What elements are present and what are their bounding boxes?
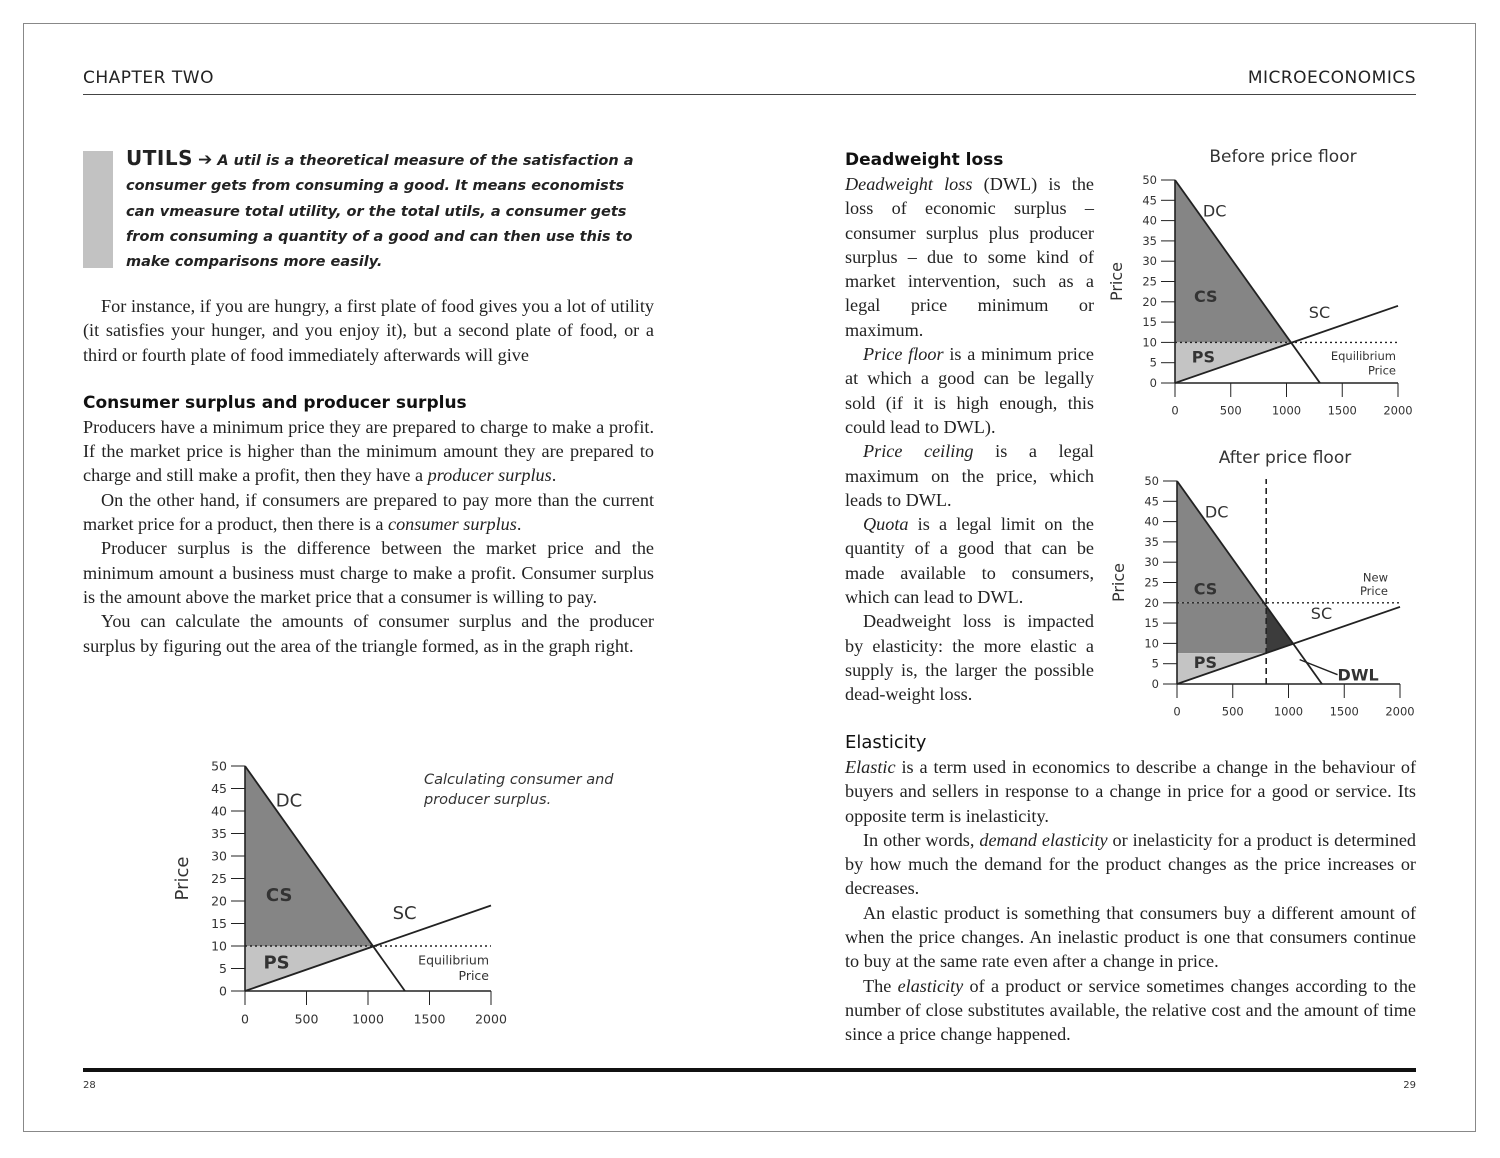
x-tick-label: 1500 [1329, 704, 1359, 719]
arrow-right-icon: ➔ [198, 150, 213, 170]
y-tick-label: 40 [211, 803, 227, 819]
running-header-right: MICROECONOMICS [1247, 68, 1416, 88]
y-tick-label: 35 [211, 825, 227, 841]
utils-definition: A util is a theoretical measure of the satisfaction a consumer gets from consuming a good. It means economists can vmeasure total utility, or the total utils, a consumer gets from consuming a quantity of a good and can then use this to make comparisons more easily. [126, 153, 634, 271]
y-tick-label: 20 [1144, 595, 1159, 610]
ps-label: PS [1191, 347, 1215, 367]
y-tick-label: 50 [1142, 173, 1157, 188]
new-price-label-line1: New [1362, 570, 1388, 585]
y-tick-label: 10 [1142, 335, 1157, 350]
paragraph-price-ceiling: Price ceiling is a legal maximum on the price, which leads to DWL. [845, 441, 1094, 510]
y-tick-label: 25 [1142, 274, 1157, 289]
left-column [83, 294, 654, 658]
transfer-region [1177, 603, 1266, 653]
section-heading-elasticity: Elasticity [845, 732, 927, 753]
y-tick-label: 35 [1142, 233, 1157, 248]
y-tick-label: 30 [1142, 254, 1157, 269]
y-tick-label: 50 [1144, 474, 1159, 489]
utils-box [126, 146, 646, 275]
y-tick-label: 40 [1144, 514, 1159, 529]
dwl-pointer [1300, 660, 1338, 675]
paragraph-elasticity-substitutes: The elasticity of a product or service sometimes changes according to the number of close substitutes available, the relative cost and the amount of time since a price change happened. [845, 975, 1416, 1045]
y-tick-label: 35 [1144, 534, 1159, 549]
paragraph-elastic-definition: Elastic is a term used in economics to describe a change in the behaviour of buyers and sellers in response to a change in price for a good or service. Its opposite term is inelasticity. [845, 757, 1416, 826]
x-tick-label: 1000 [1273, 704, 1304, 719]
y-tick-label: 20 [211, 893, 227, 909]
supply-curve-label: SC [1308, 303, 1331, 323]
paragraph-producer-surplus: Producers have a minimum price they are prepared to charge to make a profit. If the market price is higher than the minimum amount they are prepared to charge and still make a profit, then they have a producer surplus. [83, 416, 654, 486]
page-number-left: 28 [83, 1080, 96, 1091]
section-heading-surplus: Consumer surplus and producer surplus [83, 392, 467, 413]
ps-label: PS [263, 952, 290, 974]
y-tick-label: 0 [1151, 677, 1159, 692]
y-tick-label: 20 [1142, 294, 1157, 309]
demand-curve-label: DC [275, 790, 303, 812]
paragraph-elastic-product: An elastic product is something that consumers buy a different amount of when the price changes. An inelastic product is one that consumers continue to buy at the same rate even after a change in price. [845, 902, 1416, 972]
dwl-label: DWL [1337, 665, 1379, 685]
supply-curve-label: SC [392, 903, 417, 924]
paragraph-price-floor: Price floor is a minimum price at which a good can be legally sold (if it is high enough, this could lead to DWL). [845, 344, 1094, 437]
intro-paragraph: For instance, if you are hungry, a first plate of food gives you a lot of utility (it satisfies your hunger, and you enjoy it), but a second plate of food, or a third or fourth plate of food immediately afterwards will give [83, 296, 654, 365]
y-tick-label: 40 [1142, 213, 1157, 228]
equilibrium-label-line2: Price [1367, 363, 1396, 378]
elasticity-section [845, 731, 1416, 1047]
chart-before-price-floor [1100, 140, 1420, 420]
footer-rule [83, 1068, 1416, 1072]
y-tick-label: 5 [219, 960, 227, 976]
x-tick-label: 0 [1171, 403, 1179, 418]
page-number-right: 29 [1403, 1080, 1416, 1091]
x-tick-label: 2000 [1383, 403, 1413, 418]
supply-curve-label: SC [1310, 604, 1333, 624]
cs-label: CS [265, 885, 293, 906]
x-tick-label: 2000 [475, 1011, 507, 1027]
chart-after-price-floor [1100, 440, 1420, 720]
x-tick-label: 0 [241, 1011, 249, 1027]
paragraph-calculation: You can calculate the amounts of consumer surplus and the producer surplus by figuring out the area of the triangle formed, as in the graph right. [83, 611, 654, 656]
utils-box-bar [83, 151, 113, 268]
section-heading-deadweight-loss: Deadweight loss [845, 150, 1004, 170]
paragraph-consumer-surplus: On the other hand, if consumers are prepared to pay more than the current market price for a product, then there is a consumer surplus. [83, 489, 654, 535]
y-axis-label: Price [1109, 562, 1128, 603]
equilibrium-label-line1: Equilibrium [418, 952, 489, 968]
x-tick-label: 500 [1219, 403, 1242, 418]
y-tick-label: 15 [1144, 616, 1159, 631]
y-tick-label: 0 [219, 983, 227, 999]
y-tick-label: 15 [1142, 315, 1157, 330]
y-tick-label: 10 [211, 938, 227, 954]
utils-title: UTILS [126, 146, 193, 170]
ps-label: PS [1193, 652, 1217, 672]
x-tick-label: 1000 [352, 1011, 384, 1027]
y-tick-label: 0 [1149, 376, 1157, 391]
y-tick-label: 45 [211, 780, 227, 796]
y-tick-label: 10 [1144, 636, 1159, 651]
paragraph-dwl-definition: Deadweight loss (DWL) is the loss of economic surplus – consumer surplus plus producer surplus – due to some kind of market intervention, such as a legal price minimum or maximum. [845, 174, 1095, 340]
equilibrium-label-line2: Price [458, 968, 489, 983]
x-tick-label: 1500 [1327, 403, 1357, 418]
x-tick-label: 1500 [413, 1011, 446, 1027]
y-tick-label: 30 [1144, 555, 1159, 570]
chart-caption-line1: Calculating consumer and [424, 772, 614, 788]
chart-caption-line2: producer surplus. [424, 792, 552, 808]
y-tick-label: 25 [211, 870, 227, 886]
new-price-label-line2: Price [1359, 583, 1388, 598]
chart-title: Before price floor [1209, 147, 1357, 167]
paragraph-demand-elasticity: In other words, demand elasticity or inelasticity for a product is determined by how much the demand for the product changes as the price increases or decreases. [845, 829, 1416, 899]
cs-label: CS [1193, 579, 1218, 599]
x-tick-label: 500 [294, 1011, 319, 1027]
x-tick-label: 500 [1221, 704, 1244, 719]
x-tick-label: 2000 [1385, 704, 1415, 719]
demand-curve-label: DC [1202, 201, 1227, 221]
y-tick-label: 30 [211, 848, 227, 864]
y-tick-label: 50 [211, 758, 227, 774]
demand-curve-label: DC [1204, 502, 1229, 522]
y-axis-label: Price [1107, 261, 1126, 302]
header-rule [83, 94, 1416, 95]
y-tick-label: 15 [211, 915, 227, 931]
y-tick-label: 5 [1151, 656, 1159, 671]
y-tick-label: 5 [1149, 355, 1157, 370]
cs-label: CS [1193, 286, 1218, 306]
y-tick-label: 45 [1142, 193, 1157, 208]
paragraph-quota: Quota is a legal limit on the quantity of a good that can be made available to consumers, which can lead to DWL. [845, 514, 1094, 608]
chart-title: After price floor [1218, 448, 1352, 468]
x-tick-label: 0 [1173, 704, 1181, 719]
x-tick-label: 1000 [1271, 403, 1302, 418]
deadweight-loss-column [845, 148, 1094, 707]
y-tick-label: 45 [1144, 494, 1159, 509]
y-tick-label: 25 [1144, 575, 1159, 590]
equilibrium-label-line1: Equilibrium [1330, 348, 1396, 363]
paragraph-dwl-elasticity: Deadweight loss is impacted by elasticity: the more elastic a supply is, the larger the possible dead-weight loss. [845, 611, 1094, 705]
running-header-left: CHAPTER TWO [83, 68, 214, 88]
paragraph-surplus-definition: Producer surplus is the difference between the market price and the minimum amount a business must charge to make a profit. Consumer surplus is the amount above the market price that a consumer is willing to pay. [83, 538, 654, 607]
y-axis-label: Price [172, 856, 193, 901]
chart-calculating-surplus [160, 750, 614, 1030]
